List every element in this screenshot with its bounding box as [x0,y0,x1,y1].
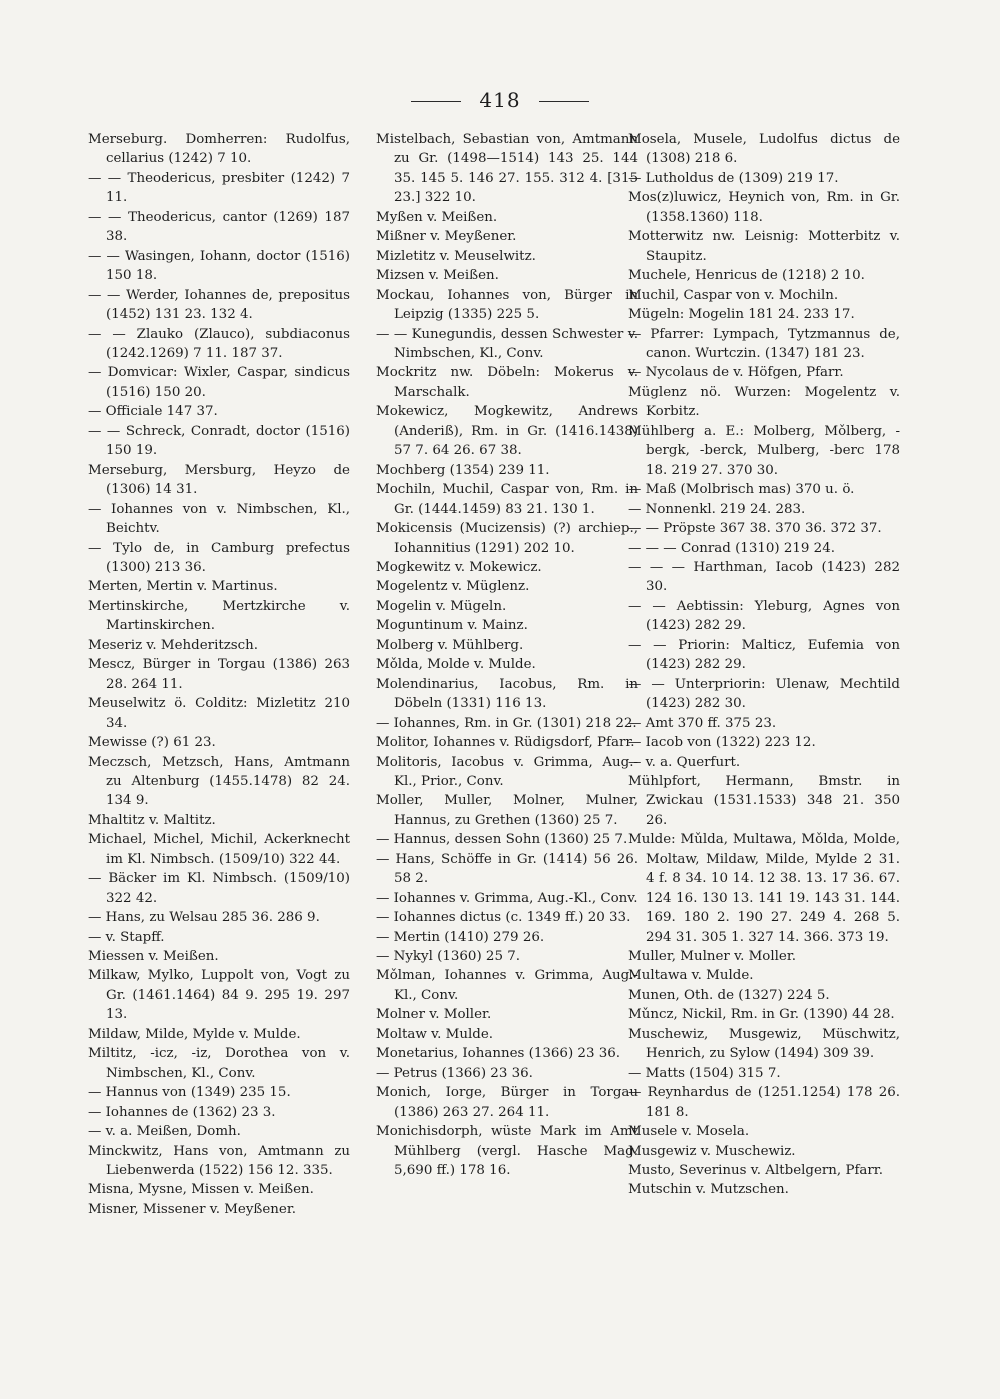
index-entry: — — Schreck, Conradt, doctor (1516) 150 19. [88,423,350,459]
index-entry: Mockau, Iohannes von, Bürger in Leipzig (1335) 225 5. [376,287,638,323]
index-entry: Miessen v. Meißen. [88,949,219,965]
index-entry: — — Theodericus, presbiter (1242) 7 11. [88,170,350,206]
index-entry: — Hans, zu Welsau 285 36. 286 9. [88,910,320,926]
index-entry: Mescz, Bürger in Torgau (1386) 263 28. 264 11. [88,657,350,692]
header-rule-left [411,101,461,102]
index-entry: Mizsen v. Meißen. [376,268,499,284]
index-entry: Monichisdorph, wüste Mark im Amt Mühlberg (vergl. Hasche Mag. 5,690 ff.) 178 16. [376,1124,638,1179]
index-entry: Muchil, Caspar von v. Mochiln. [628,287,839,303]
index-entry: Molendinarius, Iacobus, Rm. in Döbeln (1331) 116 13. [376,676,638,712]
index-entry: — Iohannes von v. Nimbschen, Kl., Beichtv. [88,501,350,537]
index-entry: — — Zlauko (Zlauco), subdiaconus (1242.1269) 7 11. 187 37. [88,326,350,361]
index-entry: Molner v. Moller. [376,1007,492,1023]
index-entry: Meuselwitz ö. Colditz: Mizletitz 210 34. [88,696,350,731]
index-entry: Mertinskirche, Mertzkirche v. Martinskirchen. [88,598,350,634]
index-entry: — Officiale 147 37. [88,404,218,420]
index-entry: Miltitz, -icz, -iz, Dorothea von v. Nimbschen, Kl., Conv. [88,1046,350,1081]
index-entry: Mokicensis (Mucizensis) (?) archiep., Iohannitius (1291) 202 10. [376,521,638,556]
index-entry: Musto, Severinus v. Altbelgern, Pfarr. [628,1163,883,1179]
index-entry: Mühlpfort, Hermann, Bmstr. in Zwickau (1531.1533) 348 21. 350 26. [628,773,900,828]
index-entry: — — Pröpste 367 38. 370 36. 372 37. [628,521,882,537]
index-entry: Myßen v. Meißen. [376,209,498,225]
index-entry: — v. a. Querfurt. [628,754,741,770]
header-rule-right [539,101,589,102]
index-entry: Monich, Iorge, Bürger in Torgau (1386) 263 27. 264 11. [376,1085,638,1120]
index-entry: Mizletitz v. Meuselwitz. [376,248,536,264]
index-entry: Meczsch, Metzsch, Hans, Amtmann zu Altenburg (1455.1478) 82 24. 134 9. [88,754,350,809]
index-entry: Molitor, Iohannes v. Rüdigsdorf, Pfarr. [376,735,635,751]
index-entry: Mockritz nw. Döbeln: Mokerus v. Marschalk. [376,365,638,400]
index-entry: Mǔncz, Nickil, Rm. in Gr. (1390) 44 28. [628,1007,895,1023]
index-entry: Molberg v. Mühlberg. [376,637,524,653]
index-entry: Mosela, Musele, Ludolfus dictus de (1308) 218 6. [628,132,900,167]
index-entry: Musele v. Mosela. [628,1124,750,1140]
index-entry: — v. Stapff. [88,929,165,945]
index-entry: Mildaw, Milde, Mylde v. Mulde. [88,1026,301,1042]
index-entry: — Domvicar: Wixler, Caspar, sindicus (1516) 150 20. [88,365,350,400]
index-entry: Mogelentz v. Müglenz. [376,579,530,595]
index-entry: — — Priorin: Malticz, Eufemia von (1423) 282 29. [628,637,900,673]
index-entry: — Maß (Molbrisch mas) 370 u. ö. [628,482,855,498]
index-entry: Meseriz v. Mehderitzsch. [88,637,259,653]
index-entry: Mügeln: Mogelin 181 24. 233 17. [628,307,855,323]
index-entry: — Reynhardus de (1251.1254) 178 26. 181 8. [628,1085,900,1120]
index-entry: Merten, Mertin v. Martinus. [88,579,278,595]
index-entry: — Petrus (1366) 23 36. [376,1065,533,1081]
index-entry: Mühlberg a. E.: Molberg, Mǒlberg, -bergk, -berck, Mulberg, -berc 178 18. 219 27. 370 30. [628,423,900,478]
index-entry: Mos(z)luwicz, Heynich von, Rm. in Gr. (1358.1360) 118. [628,190,900,225]
index-entry: — — — Conrad (1310) 219 24. [628,540,835,556]
index-entry: Mulde: Mǔlda, Multawa, Mǒlda, Molde, Moltaw, Mildaw, Milde, Mylde 2 31. 4 f. 8 34. 10 14. 12 38. 13. 17 36. 67. 124 16. 130 13. 141 19. 143 31. 144. 169. 180 2. 190 27. 249 4. 268 5. 294 31. 305 1. 327 14. 366. 373 19. [628,832,900,945]
index-entry: Mochiln, Muchil, Caspar von, Rm. in Gr. (1444.1459) 83 21. 130 1. [376,482,638,517]
index-entry: — — Unterpriorin: Ulenaw, Mechtild (1423) 282 30. [628,676,900,712]
index-entry: — v. a. Meißen, Domh. [88,1124,241,1140]
index-entry: Mogkewitz v. Mokewicz. [376,559,542,575]
index-entry: — Lutholdus de (1309) 219 17. [628,170,839,186]
index-entry: — Nonnenkl. 219 24. 283. [628,501,806,517]
index-entry: Milkaw, Mylko, Luppolt von, Vogt zu Gr. (1461.1464) 84 9. 295 19. 297 13. [88,968,350,1023]
index-entry: Misner, Missener v. Meyßener. [88,1201,297,1217]
index-entry: — Iohannes dictus (c. 1349 ff.) 20 33. [376,910,631,926]
index-entry: Mǒlman, Iohannes v. Grimma, Aug.-Kl., Conv. [376,968,638,1003]
index-entry: Moltaw v. Mulde. [376,1026,493,1042]
index-entry: — Bäcker im Kl. Nimbsch. (1509/10) 322 42. [88,871,350,906]
page-number: 418 [479,88,521,112]
index-entry: — Tylo de, in Camburg prefectus (1300) 213 36. [88,540,350,575]
index-entry: Muller, Mulner v. Moller. [628,949,797,965]
index-entry: Michael, Michel, Michil, Ackerknecht im Kl. Nimbsch. (1509/10) 322 44. [88,832,350,867]
index-column-2 [376,130,638,1180]
index-entry: Munen, Oth. de (1327) 224 5. [628,987,830,1003]
index-column-3 [628,130,900,1200]
index-entry: — Pfarrer: Lympach, Tytzmannus de, canon. Wurtczin. (1347) 181 23. [628,326,900,361]
index-entry: Moguntinum v. Mainz. [376,618,528,634]
index-entry: Merseburg, Mersburg, Heyzo de (1306) 14 31. [88,462,350,498]
index-entry: — — Kunegundis, dessen Schwester v. Nimbschen, Kl., Conv. [376,326,638,361]
index-entry: — Hannus von (1349) 235 15. [88,1085,291,1101]
index-entry: — Mertin (1410) 279 26. [376,929,545,945]
index-entry: Mhaltitz v. Maltitz. [88,812,216,828]
index-entry: — — — Harthman, Iacob (1423) 282 30. [628,559,900,595]
index-entry: — Iacob von (1322) 223 12. [628,735,816,751]
index-entry: Musgewiz v. Muschewiz. [628,1143,796,1159]
index-entry: — Iohannes, Rm. in Gr. (1301) 218 22. [376,715,637,731]
page-header [0,88,1000,112]
index-entry: Muschewiz, Musgewiz, Müschwitz, Henrich, zu Sylow (1494) 309 39. [628,1026,900,1062]
index-entry: Minckwitz, Hans von, Amtmann zu Liebenwerda (1522) 156 12. 335. [88,1143,350,1179]
index-entry: Moller, Muller, Molner, Mulner, Hannus, zu Grethen (1360) 25 7. [376,793,638,828]
index-entry: Mochberg (1354) 239 11. [376,462,550,478]
index-entry: Mutschin v. Mutzschen. [628,1182,789,1198]
index-entry: Mewisse (?) 61 23. [88,735,216,751]
index-entry: Mißner v. Meyßener. [376,229,517,245]
index-entry: Monetarius, Iohannes (1366) 23 36. [376,1046,621,1062]
index-entry: — Hannus, dessen Sohn (1360) 25 7. [376,832,628,848]
index-entry: Mogelin v. Mügeln. [376,598,507,614]
index-entry: — Iohannes de (1362) 23 3. [88,1104,276,1120]
index-entry: — Iohannes v. Grimma, Aug.-Kl., Conv. [376,890,638,906]
index-entry: — Hans, Schöffe in Gr. (1414) 56 26. 58 2. [376,851,638,887]
index-entry: — — Werder, Iohannes de, prepositus (1452) 131 23. 132 4. [88,287,350,323]
index-column-1 [88,130,350,1219]
index-entry: Merseburg. Domherren: Rudolfus, cellarius (1242) 7 10. [88,132,350,167]
index-entry: Mokewicz, Mogkewitz, Andrews (Anderiß), Rm. in Gr. (1416.1438) 57 7. 64 26. 67 38. [376,404,638,459]
index-entry: — — Aebtissin: Yleburg, Agnes von (1423) 282 29. [628,598,900,634]
index-entry: — Nycolaus de v. Höfgen, Pfarr. [628,365,844,381]
index-entry: — Matts (1504) 315 7. [628,1065,781,1081]
index-entry: — — Theodericus, cantor (1269) 187 38. [88,209,350,245]
index-entry: Motterwitz nw. Leisnig: Motterbitz v. Staupitz. [628,229,900,264]
index-entry: Mǒlda, Molde v. Mulde. [376,657,536,673]
index-entry: Misna, Mysne, Missen v. Meißen. [88,1182,314,1198]
index-entry: Müglenz nö. Wurzen: Mogelentz v. Korbitz. [628,384,900,420]
index-entry: — — Wasingen, Iohann, doctor (1516) 150 18. [88,248,350,284]
index-entry: Muchele, Henricus de (1218) 2 10. [628,268,865,284]
index-entry: Molitoris, Iacobus v. Grimma, Aug.-Kl., Prior., Conv. [376,754,638,789]
index-entry: Mistelbach, Sebastian von, Amtmann zu Gr. (1498—1514) 143 25. 144 35. 145 5. 146 27. 155. 312 4. [315 23.] 322 10. [376,132,638,206]
index-entry: — Nykyl (1360) 25 7. [376,949,521,965]
index-entry: — Amt 370 ff. 375 23. [628,715,777,731]
index-entry: Multawa v. Mulde. [628,968,754,984]
